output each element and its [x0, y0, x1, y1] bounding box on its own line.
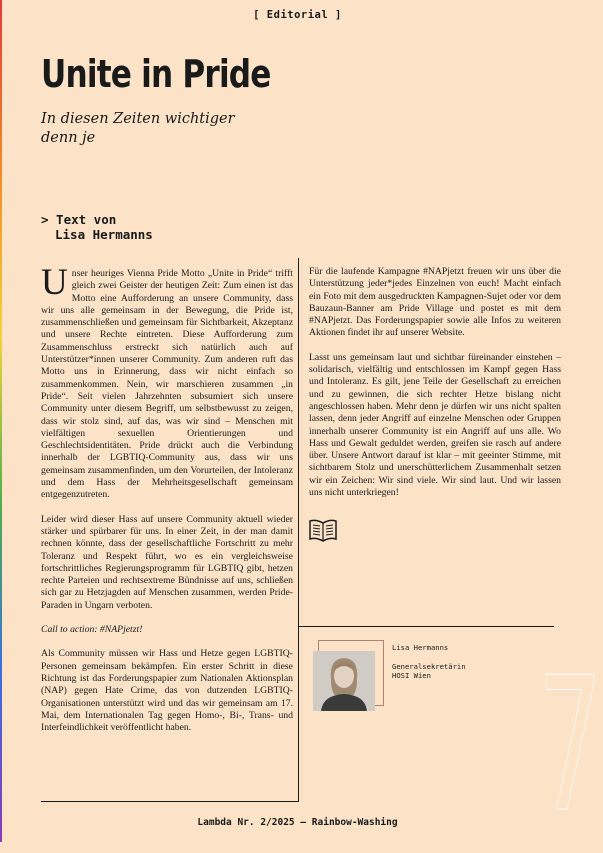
page-number: 7: [538, 637, 603, 853]
column-divider: [298, 258, 299, 802]
rainbow-stripe: [0, 0, 2, 842]
bio-organization: HOSI Wien: [392, 671, 431, 680]
section-tag: [ Editorial ]: [253, 9, 342, 21]
author-byline: [41, 212, 153, 242]
article-subtitle: In diesen Zeiten wichtiger denn je: [41, 111, 235, 146]
byline-prefix: > Text von: [41, 212, 117, 227]
author-bio: [392, 643, 466, 681]
paragraph: Lasst uns gemeinsam laut und sichtbar füreinander einstehen – solidarisch, vielfältig und entschlossen im Kampf gegen Hass und Intoleranz. Es gilt, jene Teile der Gesellschaft zu erreichen und zu gewinnen, die sich rechter Hetze bislang nicht angeschlossen haben. Mehr denn je dürfen wir uns nicht spalten lassen, denn jeder Angriff auf einzelne Menschen oder Gruppen innerhalb unserer Community ist ein Angriff auf uns alle. Wo Hass und Gewalt geduldet werden, greifen sie rasch auf andere über. Unsere Antwort darauf ist klar – mit geeinter Stimme, mit sichtbarem Stolz und unerschütterlichem Zusammenhalt setzen wir ein Zeichen: Wir sind viele. Wir sind laut. Und wir lassen uns nicht unterkriegen!: [309, 351, 561, 499]
drop-cap: U: [41, 262, 68, 303]
bottom-rule: [41, 801, 299, 802]
bio-rule: [298, 626, 554, 627]
footer: Lambda Nr. 2/2025 – Rainbow-Washing: [197, 817, 398, 828]
open-book-icon: [308, 517, 338, 543]
bio-role: Generalsekretärin: [392, 661, 466, 671]
cta-heading: Call to action: #NAPjetzt!: [41, 624, 143, 636]
bio-name: Lisa Hermanns: [392, 643, 449, 652]
paragraph: [41, 262, 293, 502]
article-title: Unite in Pride: [41, 52, 271, 96]
byline-author-name: Lisa Hermanns: [55, 227, 153, 242]
author-photo: [313, 651, 375, 711]
paragraph: Für die laufende Kampagne #NAPjetzt freuen wir uns über die Unterstützung jeder*jedes Einzelnen von euch! Macht einfach ein Foto mit dem ausgedruckten Kampagnen-Sujet oder vor dem Bauzaun-Banner am Pride Village und postet es mit dem #NAPjetzt. Das Forderungspapier sowie alle Infos zu weiteren Aktionen findet ihr auf unserer Website.: [309, 266, 561, 339]
paragraph: Leider wird dieser Hass auf unsere Community aktuell wieder stärker und spürbarer für uns. In einer Zeit, in der man damit rechnen könnte, dass der gesellschaftliche Fortschritt zu mehr Toleranz und Respekt führt, wo es ein vergleichsweise fortschrittliches Regierungsprogramm für LGBTIQ gibt, hetzen rechte Parteien und rechtsextreme Bündnisse auf uns, schließen sich gar zu Hetzjagden auf Menschen zusammen, werden Pride-Paraden in Ungarn verboten.: [41, 513, 293, 611]
right-column: [309, 266, 561, 511]
paragraph-text: nser heuriges Vienna Pride Motto „Unite in Pride“ trifft gleich zwei Geister der heutigen Zeit: Zum einen ist das Motto eine Aufforderung an unsere Community, dass wir uns alle gemeinsam in der Bewegung, die Pride ist, zusammenschließen und gemeinsam für Sichtbarkeit, Akzeptanz und unsere Rechte eintreten. Diese Aufforderung zum Zusammenschluss erstreckt sich natürlich auch auf Unterstützer*innen unserer Community. Zum anderen ruft das Motto uns in Erinnerung, dass wir nicht einfach so zusammenkommen. Nein, wir marschieren zusammen „in Pride“. Seit vielen Jahrzehnten subsumiert sich unsere Community unter diesem Begriff, um selbstbewusst zu zeigen, dass wir stolz sind, auf das, was wir sind – Menschen mit vielfältigen sexuellen Orientierungen und Geschlechtsidentitäten. Pride drückt auch die Verbindung innerhalb der LGBTIQ-Community aus, dass wir uns gemeinsam zusammenfinden, um den Vorurteilen, der Intoleranz und dem Hass der Mehrheitsgesellschaft gemeinsam entgegenzutreten.: [41, 268, 293, 501]
paragraph: Als Community müssen wir Hass und Hetze gegen LGBTIQ-Personen gemeinsam bekämpfen. Ein erster Schritt in diese Richtung ist das Forderungspapier zum Nationalen Aktionsplan (NAP) gegen Hate Crime, das von dutzenden LGBTIQ-Organisationen unterstützt wird und das wir gemeinsam am 17. Mai, dem Internationalen Tag gegen Homo-, Bi-, Trans- und Interfeindlichkeit veröffentlicht haben.: [41, 648, 293, 734]
left-column: [41, 262, 293, 746]
